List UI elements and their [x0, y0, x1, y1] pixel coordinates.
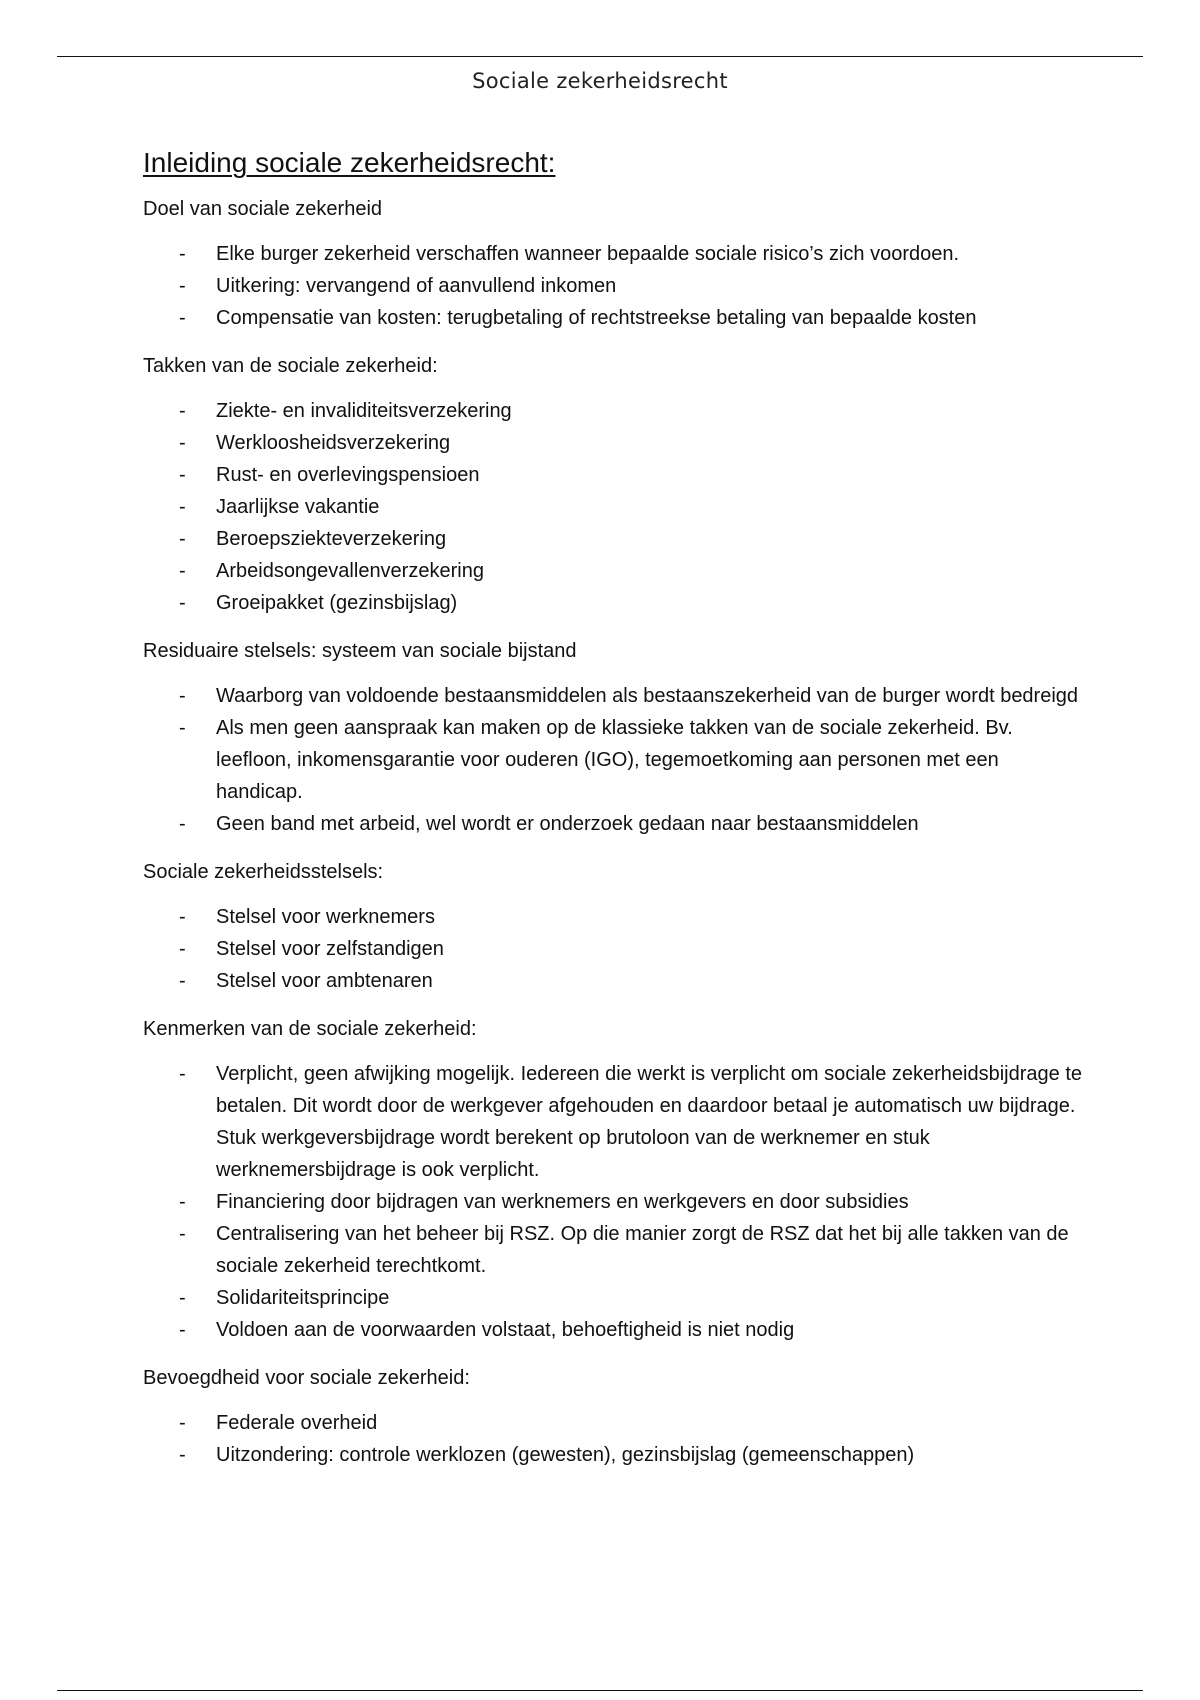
list-item	[143, 270, 1083, 302]
list-item-text: Voldoen aan de voorwaarden volstaat, behoeftigheid is niet nodig	[216, 1319, 795, 1341]
list-item	[143, 1186, 1083, 1218]
section-heading: Doel van sociale zekerheid	[143, 198, 383, 220]
bullet-list	[143, 1058, 1083, 1346]
bullet-dash: -	[179, 1223, 186, 1245]
bullet-dash: -	[179, 1191, 186, 1213]
bullet-dash: -	[179, 432, 186, 454]
list-item	[143, 459, 1083, 491]
list-item	[143, 1314, 1083, 1346]
list-item-text: Werkloosheidsverzekering	[216, 432, 451, 454]
list-item-text: Als men geen aanspraak kan maken op de klassieke takken van de sociale zekerheid. Bv. leefloon, inkomensgarantie voor ouderen (IGO), tegemoetkoming aan personen met een handicap.	[216, 717, 1013, 803]
list-item	[143, 933, 1083, 965]
bullet-dash: -	[179, 307, 186, 329]
running-header-title: Sociale zekerheidsrecht	[472, 69, 728, 93]
bullet-list	[143, 680, 1083, 840]
list-item	[143, 491, 1083, 523]
bullet-list	[143, 238, 1083, 334]
list-item-text: Waarborg van voldoende bestaansmiddelen als bestaanszekerheid van de burger wordt bedreigd	[216, 685, 1079, 707]
list-item	[143, 1407, 1083, 1439]
list-item-text: Solidariteitsprincipe	[216, 1287, 390, 1309]
list-item	[143, 238, 1083, 270]
list-item	[143, 680, 1083, 712]
list-item-text: Ziekte- en invaliditeitsverzekering	[216, 400, 512, 422]
bullet-dash: -	[179, 1444, 186, 1466]
bullet-dash: -	[179, 464, 186, 486]
bullet-list	[143, 901, 1083, 997]
list-item	[143, 901, 1083, 933]
bullet-dash: -	[179, 243, 186, 265]
list-item-text: Elke burger zekerheid verschaffen wanneer bepaalde sociale risico’s zich voordoen.	[216, 243, 960, 265]
bullet-dash: -	[179, 1319, 186, 1341]
bullet-dash: -	[179, 906, 186, 928]
list-item	[143, 302, 1083, 334]
section-heading: Sociale zekerheidsstelsels:	[143, 861, 384, 883]
list-item	[143, 712, 1083, 808]
list-item-text: Uitzondering: controle werklozen (gewesten), gezinsbijslag (gemeenschappen)	[216, 1444, 915, 1466]
footer-rule	[57, 1690, 1143, 1691]
list-item	[143, 427, 1083, 459]
section	[143, 193, 1083, 334]
bullet-dash: -	[179, 400, 186, 422]
list-item-text: Stelsel voor ambtenaren	[216, 970, 433, 992]
bullet-dash: -	[179, 717, 186, 739]
list-item-text: Stelsel voor zelfstandigen	[216, 938, 444, 960]
section	[143, 1013, 1083, 1346]
bullet-dash: -	[179, 528, 186, 550]
list-item-text: Groeipakket (gezinsbijslag)	[216, 592, 458, 614]
list-item	[143, 523, 1083, 555]
list-item	[143, 808, 1083, 840]
list-item-text: Compensatie van kosten: terugbetaling of rechtstreekse betaling van bepaalde kosten	[216, 307, 977, 329]
bullet-dash: -	[179, 685, 186, 707]
bullet-list	[143, 395, 1083, 619]
bullet-dash: -	[179, 1412, 186, 1434]
document-title: Inleiding sociale zekerheidsrecht:	[143, 147, 556, 178]
list-item-text: Uitkering: vervangend of aanvullend inkomen	[216, 275, 617, 297]
sections-container	[143, 193, 1083, 1471]
section-heading: Bevoegdheid voor sociale zekerheid:	[143, 1367, 470, 1389]
document-body	[143, 146, 1083, 1487]
list-item-text: Stelsel voor werknemers	[216, 906, 435, 928]
bullet-dash: -	[179, 560, 186, 582]
bullet-dash: -	[179, 970, 186, 992]
section-heading: Kenmerken van de sociale zekerheid:	[143, 1018, 477, 1040]
list-item-text: Jaarlijkse vakantie	[216, 496, 380, 518]
bullet-dash: -	[179, 592, 186, 614]
list-item-text: Geen band met arbeid, wel wordt er onderzoek gedaan naar bestaansmiddelen	[216, 813, 919, 835]
bullet-dash: -	[179, 275, 186, 297]
list-item	[143, 395, 1083, 427]
list-item	[143, 1439, 1083, 1471]
list-item-text: Financiering door bijdragen van werknemers en werkgevers en door subsidies	[216, 1191, 909, 1213]
list-item-text: Federale overheid	[216, 1412, 378, 1434]
bullet-dash: -	[179, 1063, 186, 1085]
bullet-dash: -	[179, 938, 186, 960]
bullet-dash: -	[179, 496, 186, 518]
list-item-text: Centralisering van het beheer bij RSZ. Op die manier zorgt de RSZ dat het bij alle takken van de sociale zekerheid terechtkomt.	[216, 1223, 1069, 1277]
list-item-text: Rust- en overlevingspensioen	[216, 464, 480, 486]
list-item	[143, 1218, 1083, 1282]
section	[143, 1362, 1083, 1471]
section	[143, 856, 1083, 997]
list-item-text: Beroepsziekteverzekering	[216, 528, 447, 550]
section-heading: Residuaire stelsels: systeem van sociale bijstand	[143, 640, 577, 662]
list-item	[143, 555, 1083, 587]
list-item	[143, 965, 1083, 997]
bullet-dash: -	[179, 1287, 186, 1309]
list-item	[143, 1058, 1083, 1186]
bullet-list	[143, 1407, 1083, 1471]
section	[143, 635, 1083, 840]
list-item	[143, 587, 1083, 619]
list-item-text: Arbeidsongevallenverzekering	[216, 560, 484, 582]
section	[143, 350, 1083, 619]
section-heading: Takken van de sociale zekerheid:	[143, 355, 438, 377]
bullet-dash: -	[179, 813, 186, 835]
list-item-text: Verplicht, geen afwijking mogelijk. Iedereen die werkt is verplicht om sociale zekerheidsbijdrage te betalen. Dit wordt door de werkgever afgehouden en daardoor betaal je automatisch uw bijdrage. Stuk werkgeversbijdrage wordt berekent op brutoloon van de werknemer en stuk werknemersbijdrage is ook verplicht.	[216, 1063, 1082, 1181]
header-rule	[57, 56, 1143, 57]
list-item	[143, 1282, 1083, 1314]
